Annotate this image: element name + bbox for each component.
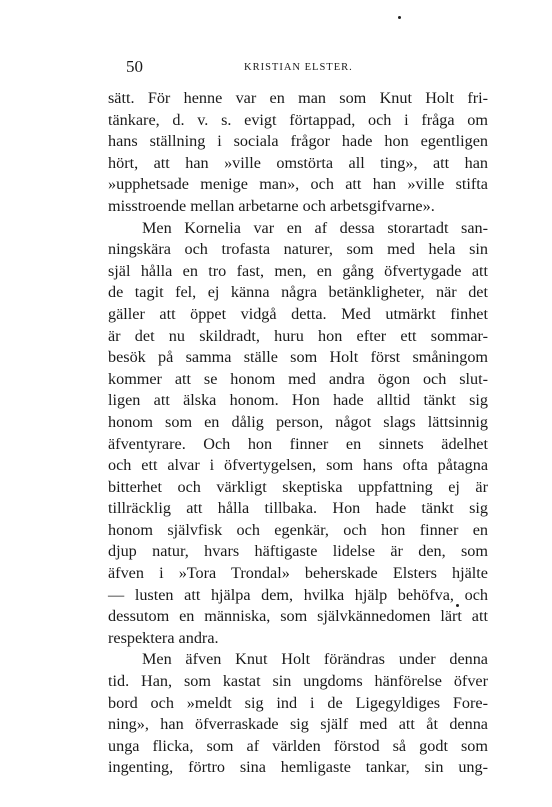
text-line: tänkare, d. v. s. evigt förtappad, och i fråga om — [108, 110, 488, 129]
text-line: respektera andra. — [108, 628, 219, 647]
text-line: honom självfisk och egenkär, och hon finner en — [108, 520, 488, 539]
text-line: bord och »meldt sig ind i de Ligegyldiges Fore- — [108, 693, 488, 712]
text-line: ligen att älska honom. Hon hade alltid tänkt sig — [108, 391, 488, 410]
text-line: dessutom en människa, som självkännedomen lärt att — [108, 607, 488, 626]
text-line: unga flicka, som af världen förstod så godt som — [108, 736, 488, 755]
text-line: besök på samma ställe som Holt först småningom — [108, 348, 488, 367]
text-line: honom som en dålig person, något slags lättsinnig — [108, 412, 488, 431]
text-line: kommer att se honom med andra ögon och slut- — [108, 369, 488, 388]
text-line: tillräcklig att hålla tillbaka. Hon hade tänkt sig — [108, 499, 488, 518]
text-line: — lusten att hjälpa dem, hvilka hjälp behöfva, och — [108, 585, 488, 604]
text-line: är det nu skildradt, huru hon efter ett sommar- — [108, 326, 488, 345]
text-line: gäller att öppet vidgå detta. Med utmärkt finhet — [108, 304, 488, 323]
text-line: sätt. För henne var en man som Knut Holt fri- — [108, 89, 488, 107]
text-line: hans ställning i sociala frågor hade hon egentligen — [108, 132, 488, 151]
text-line: bitterhet och värkligt skeptiska uppfattning ej är — [108, 477, 488, 496]
page-header — [108, 56, 490, 78]
page-number: 50 — [126, 57, 143, 76]
text-line: Men äfven Knut Holt förändras under denna — [142, 650, 488, 669]
text-line: och ett alvar i öfvertygelsen, som hans ofta påtagna — [108, 456, 488, 475]
text-line: ning», han öfverraskade sig själf med att åt denna — [108, 715, 488, 734]
text-line: djup natur, hvars häftigaste lidelse är den, som — [108, 542, 488, 561]
text-line: äfventyrare. Och hon finner en sinnets ädelhet — [108, 434, 488, 453]
text-line: misstroende mellan arbetarne och arbetsgifvarne». — [108, 196, 435, 215]
text-line: tid. Han, som kastat sin ungdoms hänförelse öfver — [108, 672, 488, 691]
text-line: äfven i »Tora Trondal» beherskade Elsters hjälte — [108, 564, 488, 583]
body-text — [108, 88, 488, 779]
text-line: ingenting, förtro sina hemligaste tankar, sin ung- — [108, 758, 488, 777]
ink-speck — [398, 16, 401, 19]
ink-speck — [456, 604, 459, 607]
text-line: själ hålla en tro fast, men, en gång öfvertygade att — [108, 261, 488, 280]
text-line: de tagit fel, ej känna några betänkligheter, när det — [108, 283, 488, 302]
text-line: ningskära och trofasta naturer, som med hela sin — [108, 240, 488, 259]
text-line: »upphetsade menige man», och att han »ville stifta — [108, 175, 488, 194]
running-head: KRISTIAN ELSTER. — [244, 62, 353, 73]
text-line: Men Kornelia var en af dessa storartadt san- — [142, 218, 488, 237]
text-line: hört, att han »ville omstörta all ting», att han — [108, 153, 488, 172]
